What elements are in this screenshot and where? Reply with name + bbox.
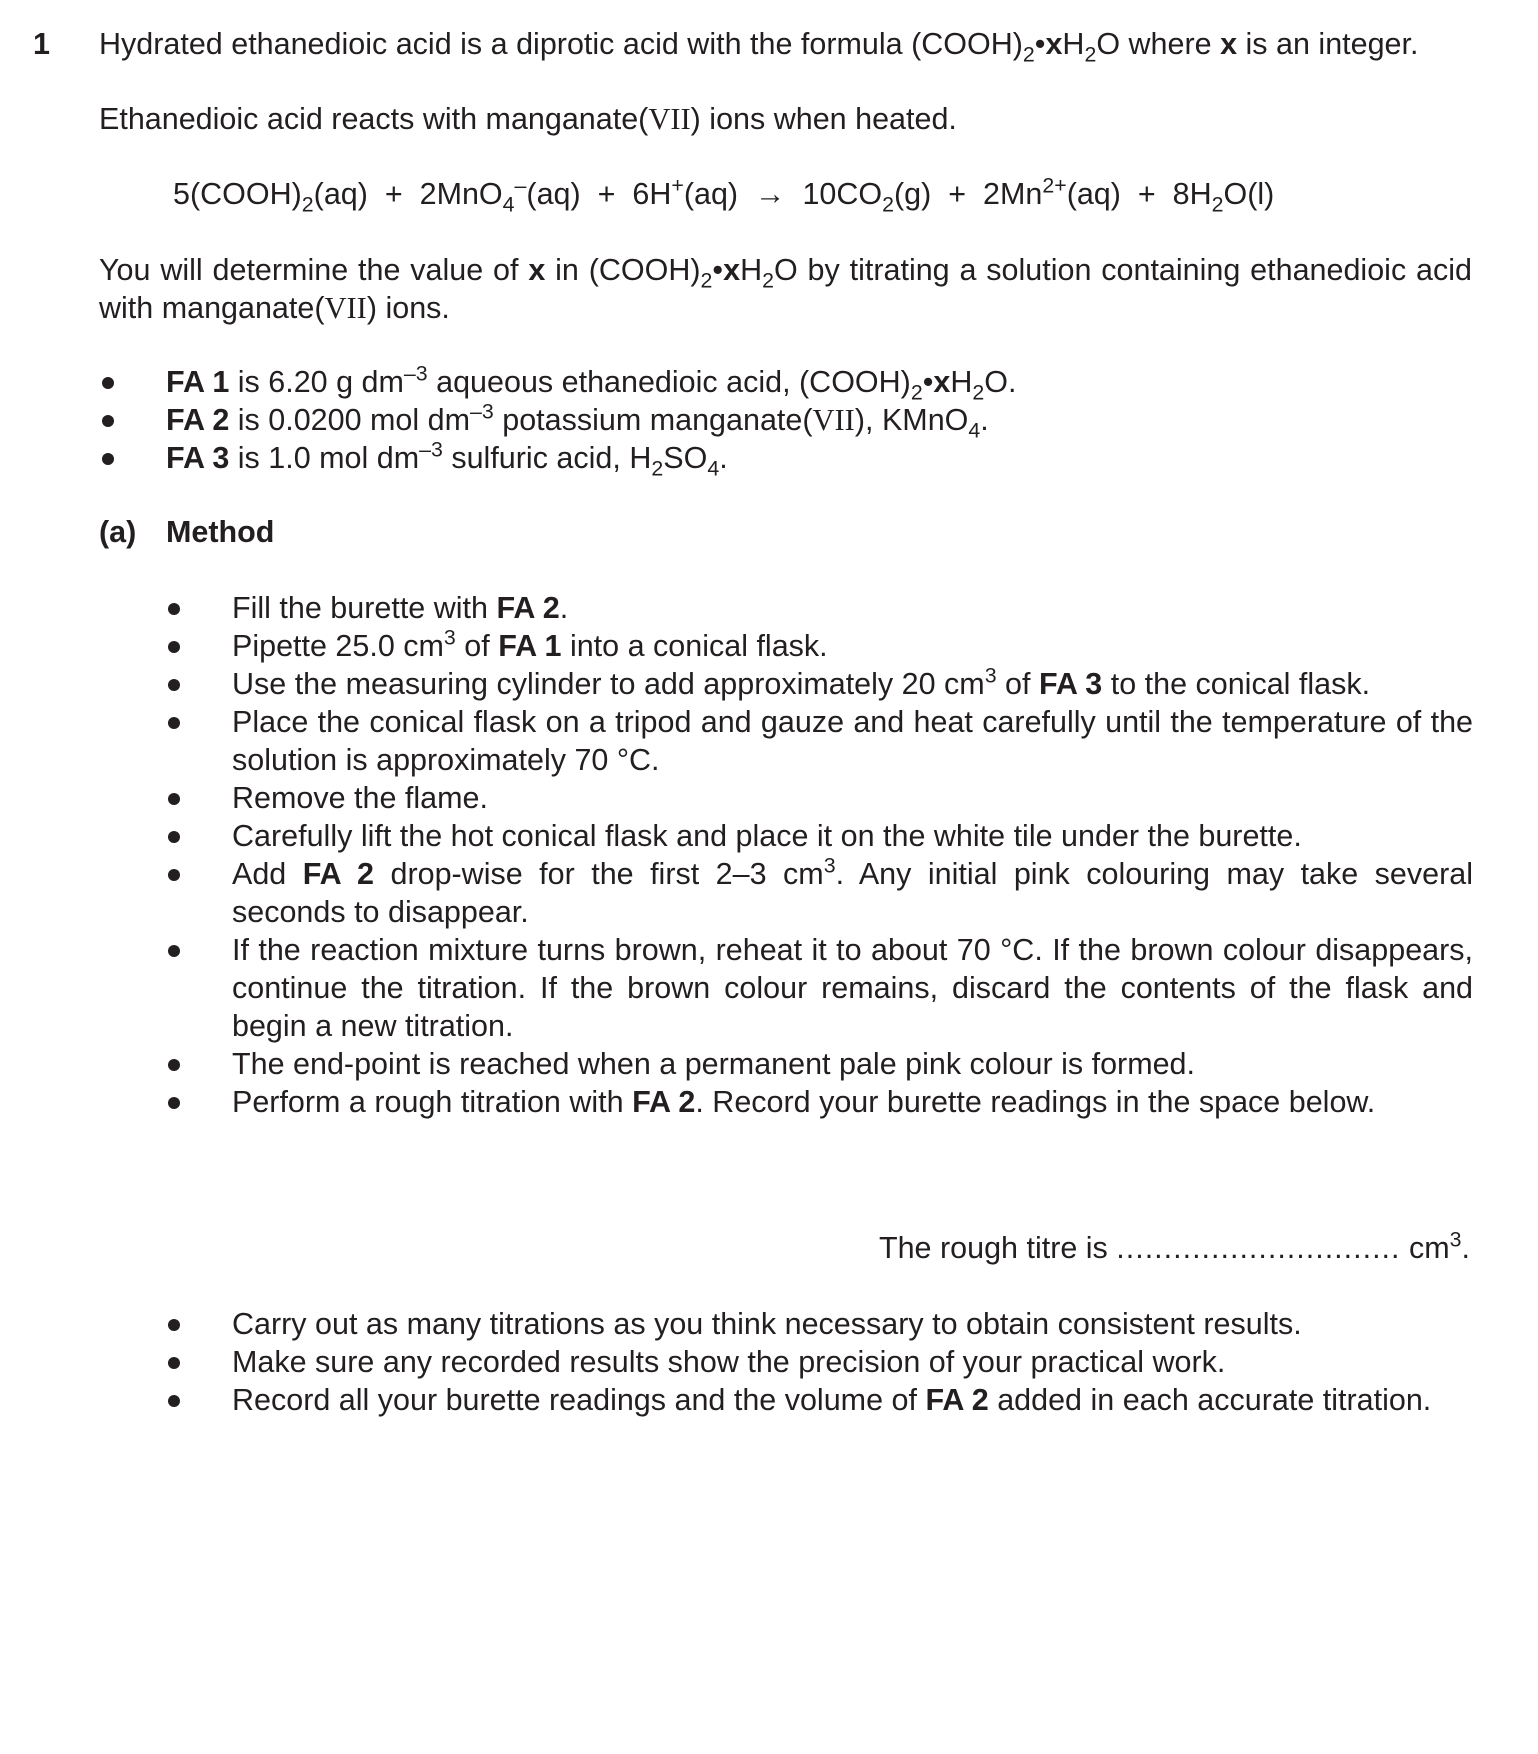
method-steps-list — [165, 589, 1473, 1121]
reaction-equation: $5(COOH)_2(aq) + 2MnO_4^-(aq) + 6H^+(aq) \to 10CO_2(g) + 2Mn^{2+}(aq) + 8H_2O(l)$ — [173, 173, 1275, 217]
solutions-list — [99, 361, 1399, 481]
intro-text: Hydrated ethanedioic acid is a diprotic acid with the formula $(COOH)_2•xH_2O$ where x is an integer. — [99, 27, 1419, 67]
answer-dotted-line[interactable]: .............................. — [1116, 1231, 1401, 1265]
reaction-intro: Ethanedioic acid reacts with manganate(VII) ions when heated. — [99, 102, 957, 136]
list-item: Perform a rough titration with FA 2. Record your burette readings in the space below. — [165, 1083, 1473, 1121]
bullet-icon — [102, 453, 114, 465]
list-item: FA 2 is 0.0200 mol $dm^{-3}$ potassium manganate(VII), KMnO$_4$. — [99, 401, 1399, 439]
list-item: Make sure any recorded results show the precision of your practical work. — [165, 1343, 1473, 1381]
bullet-icon — [168, 1395, 180, 1407]
list-item: Carry out as many titrations as you think necessary to obtain consistent results. — [165, 1305, 1473, 1343]
list-item: Record all your burette readings and the volume of FA 2 added in each accurate titration. — [165, 1381, 1473, 1419]
bullet-icon — [168, 1059, 180, 1071]
bullet-icon — [168, 641, 180, 653]
list-item: The end-point is reached when a permanent pale pink colour is formed. — [165, 1045, 1473, 1083]
bullet-icon — [168, 717, 180, 729]
rough-titre-answer-line[interactable]: The rough titre is .............................. $cm^3$. — [878, 1227, 1470, 1265]
bullet-icon — [102, 415, 114, 427]
bullet-icon — [168, 1357, 180, 1369]
bullet-icon — [168, 831, 180, 843]
bullet-icon — [168, 603, 180, 615]
list-item: FA 1 is 6.20 g $dm^{-3}$ aqueous ethanedioic acid, $(COOH)_2•xH_2O$. — [99, 363, 1399, 401]
further-steps-list — [165, 1305, 1473, 1419]
list-item: FA 3 is 1.0 mol $dm^{-3}$ sulfuric acid, $H_2SO_4$. — [99, 439, 1399, 477]
bullet-icon — [168, 1319, 180, 1331]
list-item: Place the conical flask on a tripod and gauze and heat carefully until the temperature of the solution is approximately 70 °C. — [165, 703, 1473, 779]
list-item: Carefully lift the hot conical flask and place it on the white tile under the burette. — [165, 817, 1473, 855]
bullet-icon — [168, 1097, 180, 1109]
list-item: Use the measuring cylinder to add approximately 20 $cm^3$ of FA 3 to the conical flask. — [165, 665, 1473, 703]
bullet-icon — [168, 945, 180, 957]
part-a-heading: (a) Method — [99, 515, 275, 549]
list-item: Remove the flame. — [165, 779, 1473, 817]
bullet-icon — [168, 793, 180, 805]
list-item: Add FA 2 drop-wise for the first 2–3 $cm^3$. Any initial pink colouring may take several seconds to disappear. — [165, 855, 1473, 931]
bullet-icon — [168, 869, 180, 881]
list-item: Pipette 25.0 $cm^3$ of FA 1 into a conical flask. — [165, 627, 1473, 665]
question-number: 1 — [33, 27, 50, 61]
list-item: Fill the burette with FA 2. — [165, 589, 1473, 627]
bullet-icon — [102, 377, 114, 389]
bullet-icon — [168, 679, 180, 691]
determine-paragraph: You will determine the value of x in $(COOH)_2•xH_2O$ by titrating a solution containing ethanedioic acid with manganate(VII) ions. — [99, 253, 1473, 325]
list-item: If the reaction mixture turns brown, reheat it to about 70 °C. If the brown colour disappears, continue the titration. If the brown colour remains, discard the contents of the flask and begin a new titration. — [165, 931, 1473, 1045]
